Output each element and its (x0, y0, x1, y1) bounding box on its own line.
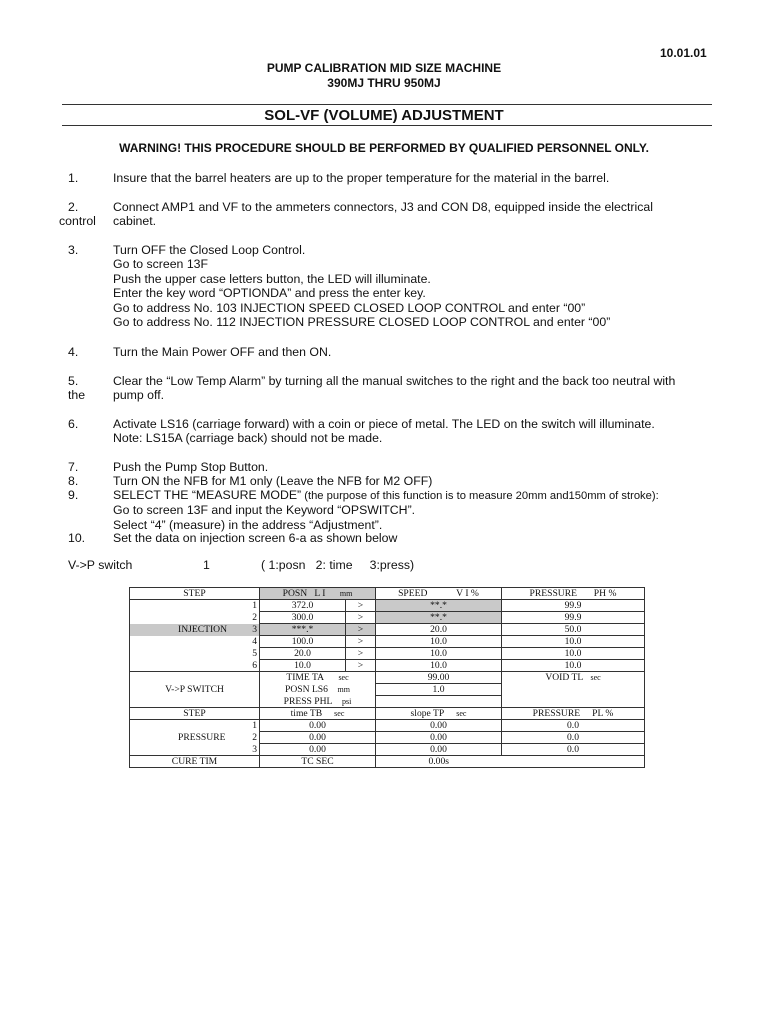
table-row (130, 600, 645, 612)
arrow-cell: > (346, 636, 376, 648)
vp-switch-options: ( 1:posn 2: time 3:press) (261, 558, 415, 572)
step-number-cell: 1 (130, 720, 260, 732)
tc-label: TC SEC (260, 756, 376, 768)
step-number: 3. (68, 243, 79, 257)
posn-cell: 100.0 (260, 636, 346, 648)
speed-cell: 20.0 (376, 624, 502, 636)
step-number-cell: 6 (130, 660, 260, 672)
pressure-cell: 99.9 (502, 612, 645, 624)
step-text-line: Activate LS16 (carriage forward) with a coin or piece of metal. The LED on the switch will illuminate. (113, 417, 655, 431)
step-8 (68, 474, 708, 488)
table-header-row (130, 588, 645, 600)
step-text-line: Select “4” (measure) in the address “Adjustment”. (113, 517, 383, 532)
step-number-cell: 3 (130, 744, 260, 756)
slope-cell: 0.00 (376, 720, 502, 732)
title-bottom-rule (62, 125, 712, 126)
pressure-header-time: time TB sec (260, 708, 376, 720)
step-7 (68, 460, 708, 474)
step-number-cell: 5 (130, 648, 260, 660)
step-text-line (59, 214, 708, 229)
step-number: 8. (68, 474, 79, 488)
step-text: Set the data on injection screen 6-a as shown below (113, 531, 398, 545)
step-text-line: Push the upper case letters button, the LED will illuminate. (113, 271, 431, 286)
step-text-line: Clear the “Low Temp Alarm” by turning all the manual switches to the right and the back too neutral with (113, 374, 676, 388)
posn-ls6-cell: POSN LS6 mm (260, 684, 376, 696)
step-9 (68, 488, 708, 532)
step-number: 4. (68, 345, 79, 359)
step-text-line: Go to screen 13F and input the Keyword “OPSWITCH”. (113, 503, 416, 518)
table-row (130, 624, 645, 636)
page-title: SOL-VF (VOLUME) ADJUSTMENT (264, 107, 504, 124)
step-text: Insure that the barrel heaters are up to the proper temperature for the material in the barrel. (113, 171, 610, 185)
void-tl-cell: VOID TL sec (502, 672, 645, 684)
posn-cell: ***.* (260, 624, 346, 636)
step-3 (68, 243, 708, 329)
pl-cell: 0.0 (502, 744, 645, 756)
step-number: 5. (68, 374, 79, 388)
table-row (130, 660, 645, 672)
step-text-continued: cabinet. (113, 214, 157, 229)
injection-step-cell (130, 624, 260, 636)
pressure-header-row (130, 708, 645, 720)
step-text: Turn ON the NFB for M1 only (Leave the NFB for M2 OFF) (113, 474, 433, 488)
step-text-line: Connect AMP1 and VF to the ammeters connectors, J3 and CON D8, equipped inside the electrical (113, 200, 653, 214)
vp-label-cell (130, 672, 260, 684)
step-text-line: Go to screen 13F (113, 257, 209, 272)
void-tl-blank (502, 696, 645, 708)
table-row (130, 612, 645, 624)
injection-settings-table (129, 587, 645, 768)
document-number: 10.01.01 (660, 46, 707, 60)
pressure-header-step: STEP (130, 708, 260, 720)
table-row (130, 648, 645, 660)
press-phl-cell: PRESS PHL psi (260, 696, 376, 708)
pressure-label: PRESSURE (178, 732, 226, 743)
arrow-cell: > (346, 600, 376, 612)
step-text-line: Note: LS15A (carriage back) should not be made. (113, 431, 383, 446)
step-number-cell: 4 (130, 636, 260, 648)
step-number: 7. (68, 460, 79, 474)
time-ta-cell: TIME TA sec (260, 672, 376, 684)
step-1 (68, 171, 708, 185)
table-row (130, 732, 645, 744)
posn-cell: 372.0 (260, 600, 346, 612)
pl-cell: 0.0 (502, 732, 645, 744)
pressure-cell: 10.0 (502, 636, 645, 648)
pressure-header-pressure: PRESSURE PL % (502, 708, 645, 720)
step-text-lead: the (68, 388, 86, 403)
step-number: 2 (252, 732, 257, 743)
speed-cell: 10.0 (376, 636, 502, 648)
time-ta-value: 99.00 (376, 672, 502, 684)
step-text-note: (the purpose of this function is to measure 20mm and150mm of stroke): (301, 490, 659, 502)
pressure-step-cell (130, 732, 260, 744)
table-row (130, 684, 645, 696)
tc-blank (502, 756, 645, 768)
speed-cell: **.* (376, 612, 502, 624)
step-number: 3 (252, 624, 257, 635)
table-row (130, 744, 645, 756)
step-text: Push the Pump Stop Button. (113, 460, 269, 474)
arrow-cell: > (346, 624, 376, 636)
tc-value: 0.00s (376, 756, 502, 768)
step-number: 1. (68, 171, 79, 185)
step-2 (59, 200, 708, 229)
step-6 (68, 417, 708, 446)
cure-label: CURE TIM (130, 756, 260, 768)
slope-cell: 0.00 (376, 732, 502, 744)
speed-cell: **.* (376, 600, 502, 612)
step-text-line: Go to address No. 112 INJECTION PRESSURE CLOSED LOOP CONTROL and enter “00” (113, 315, 611, 330)
vp-switch-label: V->P switch (68, 558, 133, 572)
header-speed: SPEED V I % (376, 588, 502, 600)
warning-text: WARNING! THIS PROCEDURE SHOULD BE PERFORMED BY QUALIFIED PERSONNEL ONLY. (119, 141, 649, 155)
step-10 (68, 531, 708, 545)
arrow-cell: > (346, 612, 376, 624)
speed-cell: 10.0 (376, 660, 502, 672)
pressure-cell: 10.0 (502, 648, 645, 660)
slope-cell: 0.00 (376, 744, 502, 756)
vp-label: V->P SWITCH (130, 684, 260, 696)
pressure-header-slope: slope TP sec (376, 708, 502, 720)
step-text-line: Go to address No. 103 INJECTION SPEED CLOSED LOOP CONTROL and enter “00” (113, 300, 586, 315)
step-text-line: Turn OFF the Closed Loop Control. (113, 243, 306, 257)
step-text-line (113, 488, 708, 503)
step-text-line: Enter the key word “OPTIONDA” and press the enter key. (113, 286, 426, 301)
step-4 (68, 345, 708, 359)
posn-cell: 300.0 (260, 612, 346, 624)
step-5 (68, 374, 708, 403)
press-phl-blank (376, 696, 502, 708)
header-pressure: PRESSURE PH % (502, 588, 645, 600)
step-number: 9. (68, 488, 79, 502)
table-row (130, 672, 645, 684)
header-posn: POSN L I mm (260, 588, 376, 600)
vp-switch-value: 1 (203, 558, 210, 572)
posn-ls6-value: 1.0 (376, 684, 502, 696)
table-row (130, 636, 645, 648)
posn-cell: 20.0 (260, 648, 346, 660)
arrow-cell: > (346, 660, 376, 672)
table-row (130, 720, 645, 732)
step-number-cell: 2 (130, 612, 260, 624)
speed-cell: 10.0 (376, 648, 502, 660)
header-step: STEP (130, 588, 260, 600)
table-row (130, 696, 645, 708)
pl-cell: 0.0 (502, 720, 645, 732)
step-number: 6. (68, 417, 79, 431)
vp-blank-cell (130, 696, 260, 708)
step-text-line (68, 388, 708, 403)
arrow-cell: > (346, 648, 376, 660)
injection-label: INJECTION (178, 624, 228, 635)
step-number: 10. (68, 531, 86, 545)
step-number: 2. (68, 200, 79, 214)
header-line-2: 390MJ THRU 950MJ (327, 76, 441, 90)
void-tl-blank (502, 684, 645, 696)
header-line-1: PUMP CALIBRATION MID SIZE MACHINE (266, 61, 502, 75)
step-text: Turn the Main Power OFF and then ON. (113, 345, 332, 359)
posn-cell: 10.0 (260, 660, 346, 672)
cure-row (130, 756, 645, 768)
time-cell: 0.00 (260, 744, 376, 756)
step-text-continued: pump off. (113, 388, 165, 403)
pressure-cell: 50.0 (502, 624, 645, 636)
time-cell: 0.00 (260, 720, 376, 732)
step-number-cell: 1 (130, 600, 260, 612)
step-text-main: SELECT THE “MEASURE MODE” (113, 488, 302, 502)
pressure-cell: 99.9 (502, 600, 645, 612)
time-cell: 0.00 (260, 732, 376, 744)
pressure-cell: 10.0 (502, 660, 645, 672)
title-top-rule (62, 104, 712, 105)
step-text-lead: control (59, 214, 96, 229)
